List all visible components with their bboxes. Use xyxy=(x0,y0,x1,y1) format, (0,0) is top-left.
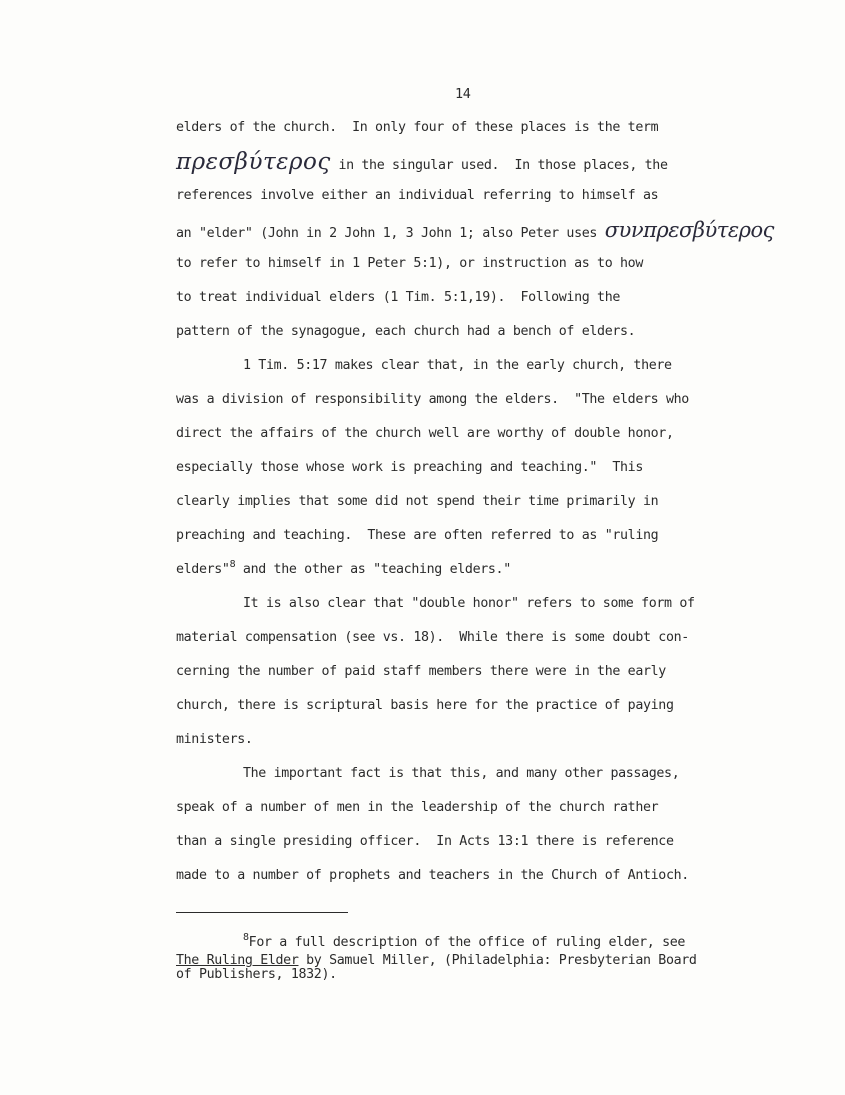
text-line-10: direct the affairs of the church well are worthy of double honor, xyxy=(176,426,674,441)
text-line-3: references involve either an individual referring to himself as xyxy=(176,188,659,203)
text-line-21: speak of a number of men in the leadership of the church rather xyxy=(176,800,659,815)
text-line-20: The important fact is that this, and many other passages, xyxy=(243,766,680,781)
footnote-line-3: of Publishers, 1832). xyxy=(176,967,337,982)
footnote-line-1 xyxy=(243,932,686,950)
text-line-13: preaching and teaching. These are often referred to as "ruling xyxy=(176,528,659,543)
page-number: 14 xyxy=(455,86,471,102)
text-line-15: It is also clear that "double honor" refers to some form of xyxy=(243,596,695,611)
text-line-16: material compensation (see vs. 18). While there is some doubt con- xyxy=(176,630,689,645)
text-line-14-start: elders" xyxy=(176,562,230,577)
text-line-14 xyxy=(176,559,511,578)
text-line-22: than a single presiding officer. In Acts 13:1 there is reference xyxy=(176,834,674,849)
text-line-4-text: an "elder" (John in 2 John 1, 3 John 1; also Peter uses xyxy=(176,226,598,241)
footnote-divider xyxy=(176,912,348,913)
footnote-book-title: The Ruling Elder xyxy=(176,953,299,968)
text-line-8: 1 Tim. 5:17 makes clear that, in the early church, there xyxy=(243,358,672,373)
text-line-4 xyxy=(176,218,774,242)
footnote-reference: 8 xyxy=(229,559,236,570)
text-line-23: made to a number of prophets and teachers in the Church of Antioch. xyxy=(176,868,689,883)
text-line-17: cerning the number of paid staff members there were in the early xyxy=(176,664,666,679)
text-line-19: ministers. xyxy=(176,732,253,747)
text-line-11: especially those whose work is preaching and teaching." This xyxy=(176,460,643,475)
footnote-line-2 xyxy=(176,954,697,968)
text-line-7: pattern of the synagogue, each church had a bench of elders. xyxy=(176,324,636,339)
text-line-5: to refer to himself in 1 Peter 5:1), or instruction as to how xyxy=(176,256,643,271)
footnote-line-2-text: by Samuel Miller, (Philadelphia: Presbyterian Board xyxy=(298,953,697,968)
text-line-6: to treat individual elders (1 Tim. 5:1,19). Following the xyxy=(176,290,621,305)
footnote-marker: 8 xyxy=(243,932,249,943)
text-line-14-end: and the other as "teaching elders." xyxy=(242,562,511,577)
greek-word-presbyteros: πρεσβύτερος xyxy=(176,149,331,175)
text-line-12: clearly implies that some did not spend their time primarily in xyxy=(176,494,659,509)
text-line-9: was a division of responsibility among the elders. "The elders who xyxy=(176,392,689,407)
footnote-line-1-text: For a full description of the office of ruling elder, see xyxy=(248,935,686,950)
greek-word-sympresbyteros: συνπρεσβύτερος xyxy=(604,218,774,242)
text-line-2-rest: in the singular used. In those places, the xyxy=(338,158,668,173)
text-line-1: elders of the church. In only four of these places is the term xyxy=(176,120,659,135)
text-line-2 xyxy=(176,149,668,175)
text-line-18: church, there is scriptural basis here for the practice of paying xyxy=(176,698,674,713)
